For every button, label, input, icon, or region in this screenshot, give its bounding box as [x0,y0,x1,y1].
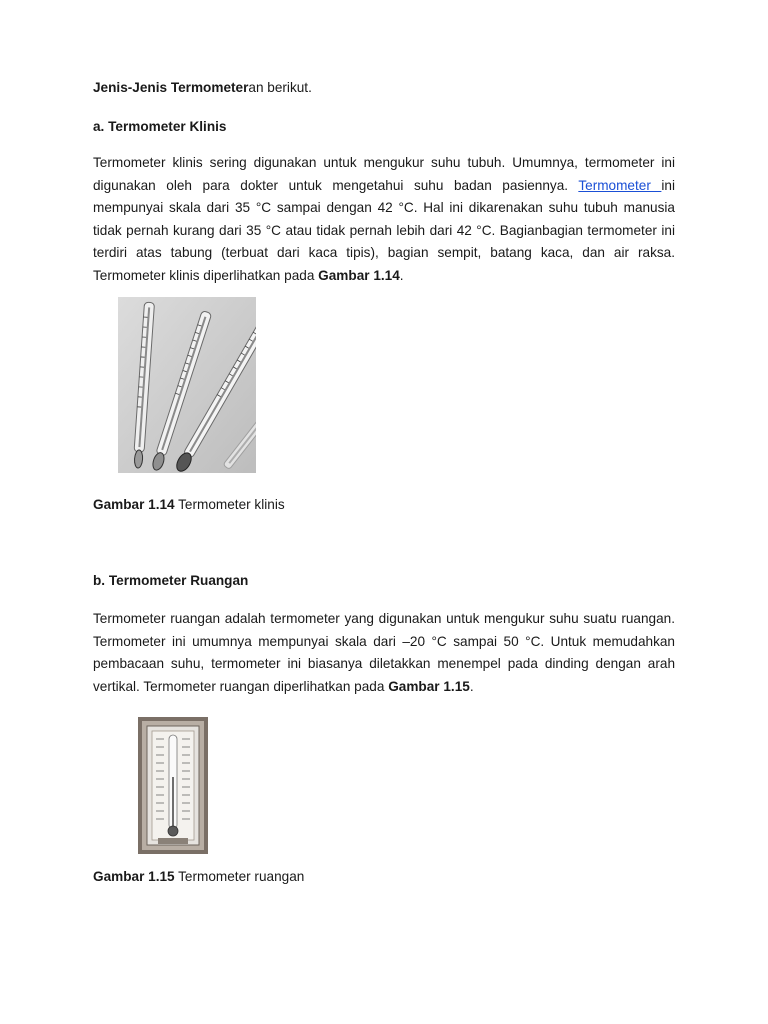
section-a-heading: a. Termometer Klinis [93,119,227,134]
figure-caption-1-15: Gambar 1.15 Termometer ruangan [93,869,305,884]
section-a-paragraph: Termometer klinis sering digunakan untuk mengukur suhu tubuh. Umumnya, termometer ini digunakan oleh para dokter untuk mengetahui suhu badan pasiennya. Termometer ini mempunyai skala dari 35 °C sampai dengan 42 °C. Hal ini dikarenakan suhu tubuh manusia tidak pernah kurang dari 35 °C atau tidak pernah lebih dari 42 °C. Bagianbagian termometer ini terdiri atas tabung (terbuat dari kaca tipis), bagian sempit, batang kaca, dan air raksa. Termometer klinis diperlihatkan pada Gambar 1.14. [93,155,676,283]
section-a-text-1: Termometer klinis sering digunakan untuk mengukur suhu tubuh. Umumnya, termometer ini digunakan oleh para dokter untuk mengetahui suhu badan pasiennya. [93,155,675,193]
section-b-heading: b. Termometer Ruangan [93,573,249,588]
intro-line [93,77,675,100]
termometer-link[interactable]: Termometer [578,177,662,193]
section-b-text: Termometer ruangan adalah termometer yang digunakan untuk mengukur suhu suatu ruangan. Termometer ini umumnya mempunyai skala dari –20 °C sampai 50 °C. Untuk memudahkan pembacaan suhu, termometer ini biasanya diletakkan menempel pada dinding dengan arah vertikal. Termometer ruangan diperlihatkan pada [93,611,675,694]
intro-rest: an berikut. [248,80,312,95]
intro-bold: Jenis-Jenis Termometer [93,80,249,95]
figure-caption-1-14: Gambar 1.14 Termometer klinis [93,497,285,512]
room-thermometer-image [138,717,208,854]
room-thermometer-illustration [138,717,208,854]
clinical-thermometers-illustration [118,297,256,473]
figure-ref-1-14: Gambar 1.14 [318,267,400,283]
clinical-thermometers-image [118,297,256,473]
section-b-paragraph: Termometer ruangan adalah termometer yang digunakan untuk mengukur suhu suatu ruangan. Termometer ini umumnya mempunyai skala dari –20 °C sampai 50 °C. Untuk memudahkan pembacaan suhu, termometer ini biasanya diletakkan menempel pada dinding dengan arah vertikal. Termometer ruangan diperlihatkan pada Gambar 1.15. [93,611,675,694]
section-a-text-2: ini mempunyai skala dari 35 °C sampai dengan 42 °C. Hal ini dikarenakan suhu tubuh manusia tidak pernah kurang dari 35 °C atau tidak pernah lebih dari 42 °C. Bagianbagian termometer ini terdiri atas tabung (terbuat dari kaca tipis), bagian sempit, batang kaca, dan air raksa. Termometer klinis diperlihatkan pada [93,177,676,283]
figure-ref-1-15: Gambar 1.15 [388,678,470,694]
